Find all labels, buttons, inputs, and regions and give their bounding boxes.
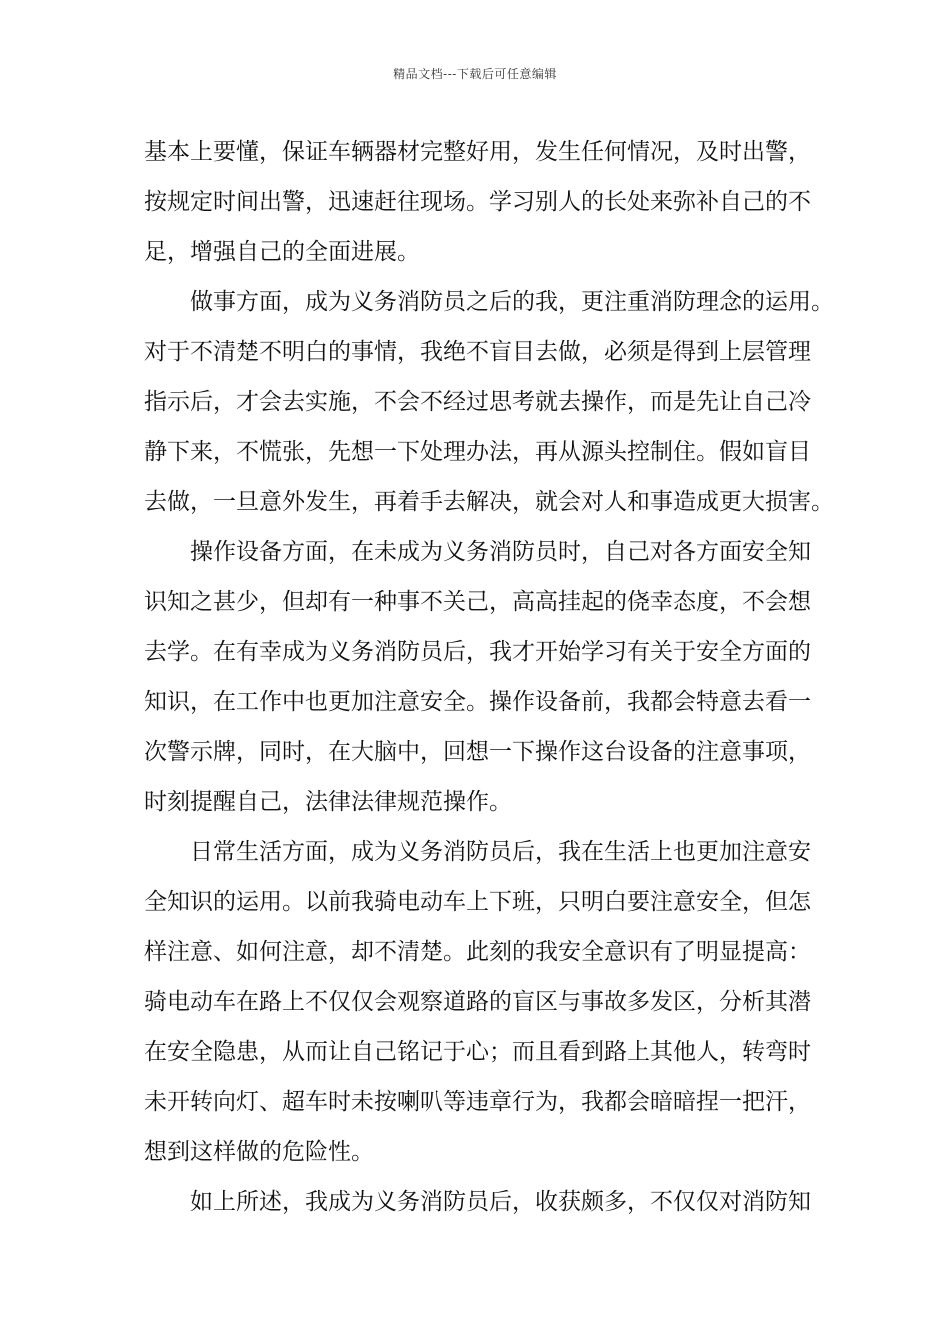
text-line: 想到这样做的危险性。 — [144, 1139, 374, 1165]
text-line: 按规定时间出警，迅速赶往现场。学习别人的长处来弥补自己的不 — [144, 189, 811, 215]
text-line: 足，增强自己的全面进展。 — [144, 239, 420, 265]
text-line: 次警示牌，同时，在大脑中，回想一下操作这台设备的注意事项， — [144, 739, 811, 765]
text-line: 未开转向灯、超车时未按喇叭等违章行为，我都会暗暗捏一把汗， — [144, 1089, 811, 1115]
text-line: 样注意、如何注意，却不清楚。此刻的我安全意识有了明显提高： — [144, 939, 811, 965]
text-line: 骑电动车在路上不仅仅会观察道路的盲区与事故多发区，分析其潜 — [144, 989, 811, 1015]
paragraph-first-line: 操作设备方面，在未成为义务消防员时，自己对各方面安全知 — [190, 539, 811, 565]
text-line: 指示后，才会去实施，不会不经过思考就去操作，而是先让自己冷 — [144, 389, 811, 415]
text-line: 知识，在工作中也更加注意安全。操作设备前，我都会特意去看一 — [144, 689, 811, 715]
text-line: 去做，一旦意外发生，再着手去解决，就会对人和事造成更大损害。 — [144, 489, 834, 515]
document-body — [144, 127, 834, 1227]
text-line: 在安全隐患，从而让自己铭记于心；而且看到路上其他人，转弯时 — [144, 1039, 811, 1065]
paragraph-first-line: 日常生活方面，成为义务消防员后，我在生活上也更加注意安 — [190, 839, 811, 865]
paragraph-first-line: 如上所述，我成为义务消防员后，收获颇多，不仅仅对消防知 — [190, 1189, 811, 1215]
text-line: 静下来，不慌张，先想一下处理办法，再从源头控制住。假如盲目 — [144, 439, 811, 465]
text-line: 全知识的运用。以前我骑电动车上下班，只明白要注意安全，但怎 — [144, 889, 811, 915]
page-header: 精品文档---下载后可任意编辑 — [393, 67, 557, 81]
text-line: 时刻提醒自己，法律法律规范操作。 — [144, 789, 512, 815]
text-line: 基本上要懂，保证车辆器材完整好用，发生任何情况，及时出警， — [144, 139, 811, 165]
paragraph-first-line: 做事方面，成为义务消防员之后的我，更注重消防理念的运用。 — [190, 289, 834, 315]
text-line: 去学。在有幸成为义务消防员后，我才开始学习有关于安全方面的 — [144, 639, 811, 665]
text-line: 识知之甚少，但却有一种事不关己，高高挂起的侥幸态度，不会想 — [144, 589, 811, 615]
text-line: 对于不清楚不明白的事情，我绝不盲目去做，必须是得到上层管理 — [144, 339, 811, 365]
